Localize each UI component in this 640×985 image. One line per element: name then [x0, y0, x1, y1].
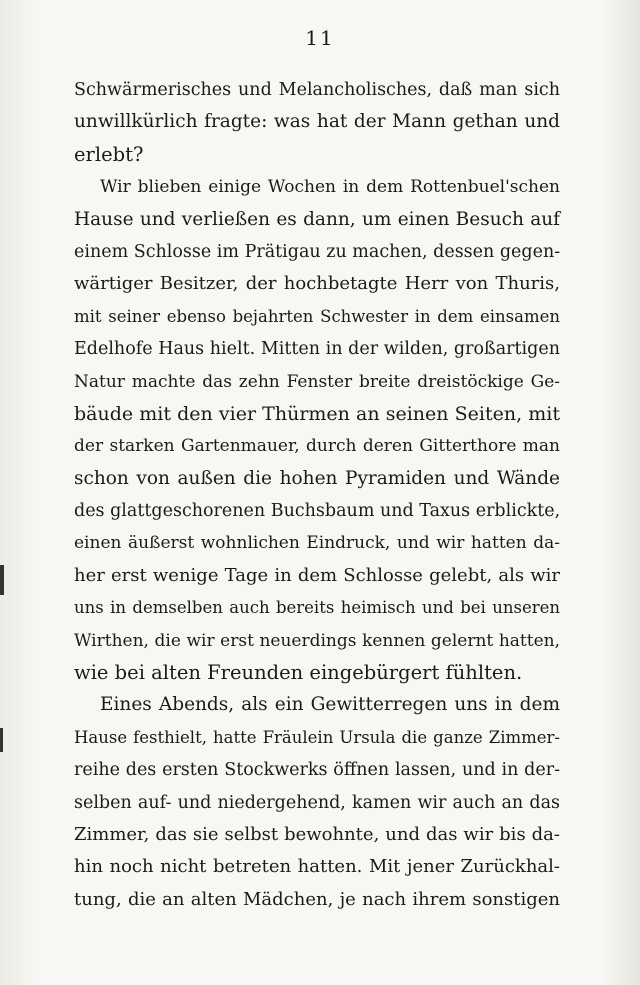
text-line: reihe des ersten Stockwerks öffnen lassen, und in der-	[74, 760, 560, 781]
text-line: einen äußerst wohnlichen Eindruck, und wir hatten da-	[74, 533, 560, 554]
text-line: wie bei alten Freunden eingebürgert fühlten.	[74, 661, 523, 685]
text-line: Schwärmerisches und Melancholisches, daß man sich	[74, 80, 560, 100]
text-line: Eines Abends, als ein Gewitterregen uns in dem	[100, 694, 560, 716]
text-line: bäude mit den vier Thürmen an seinen Seiten, mit	[74, 402, 560, 425]
body-text	[74, 74, 560, 916]
text-line: Hause festhielt, hatte Fräulein Ursula die ganze Zimmer-	[74, 727, 560, 747]
text-line: Zimmer, das sie selbst bewohnte, und das wir bis da-	[74, 823, 560, 845]
text-line: erlebt?	[74, 142, 144, 166]
margin-mark	[0, 728, 3, 752]
text-line: wärtiger Besitzer, der hochbetagte Herr von Thuris,	[74, 273, 560, 295]
text-line: der starken Gartenmauer, durch deren Gitterthore man	[74, 436, 560, 457]
text-line: uns in demselben auch bereits heimisch und bei unseren	[74, 598, 560, 618]
text-line: selben auf- und niedergehend, kamen wir auch an das	[74, 792, 560, 813]
text-line: Natur machte das zehn Fenster breite dreistöckige Ge-	[74, 371, 560, 392]
text-line: her erst wenige Tage in dem Schlosse gelebt, als wir	[74, 564, 560, 586]
text-line: hin noch nicht betreten hatten. Mit jener Zurückhal-	[74, 856, 560, 878]
margin-mark	[0, 565, 4, 595]
page-number: 11	[305, 26, 335, 50]
text-line: unwillkürlich fragte: was hat der Mann gethan und	[74, 111, 560, 133]
text-line: des glattgeschorenen Buchsbaum und Taxus erblickte,	[74, 501, 561, 522]
text-line: einem Schlosse im Prätigau zu machen, dessen gegen-	[74, 241, 561, 262]
text-line: Hause und verließen es dann, um einen Besuch auf	[74, 208, 560, 230]
text-line: schon von außen die hohen Pyramiden und Wände	[74, 467, 560, 489]
text-line: Edelhofe Haus hielt. Mitten in der wilden, großartigen	[74, 339, 560, 360]
text-line: Wir blieben einige Wochen in dem Rottenbuel'schen	[100, 177, 560, 198]
text-line: mit seiner ebenso bejahrten Schwester in dem einsamen	[74, 306, 560, 326]
text-line: Wirthen, die wir erst neuerdings kennen gelernt hatten,	[74, 630, 560, 651]
text-line: tung, die an alten Mädchen, je nach ihrem sonstigen	[74, 888, 560, 910]
